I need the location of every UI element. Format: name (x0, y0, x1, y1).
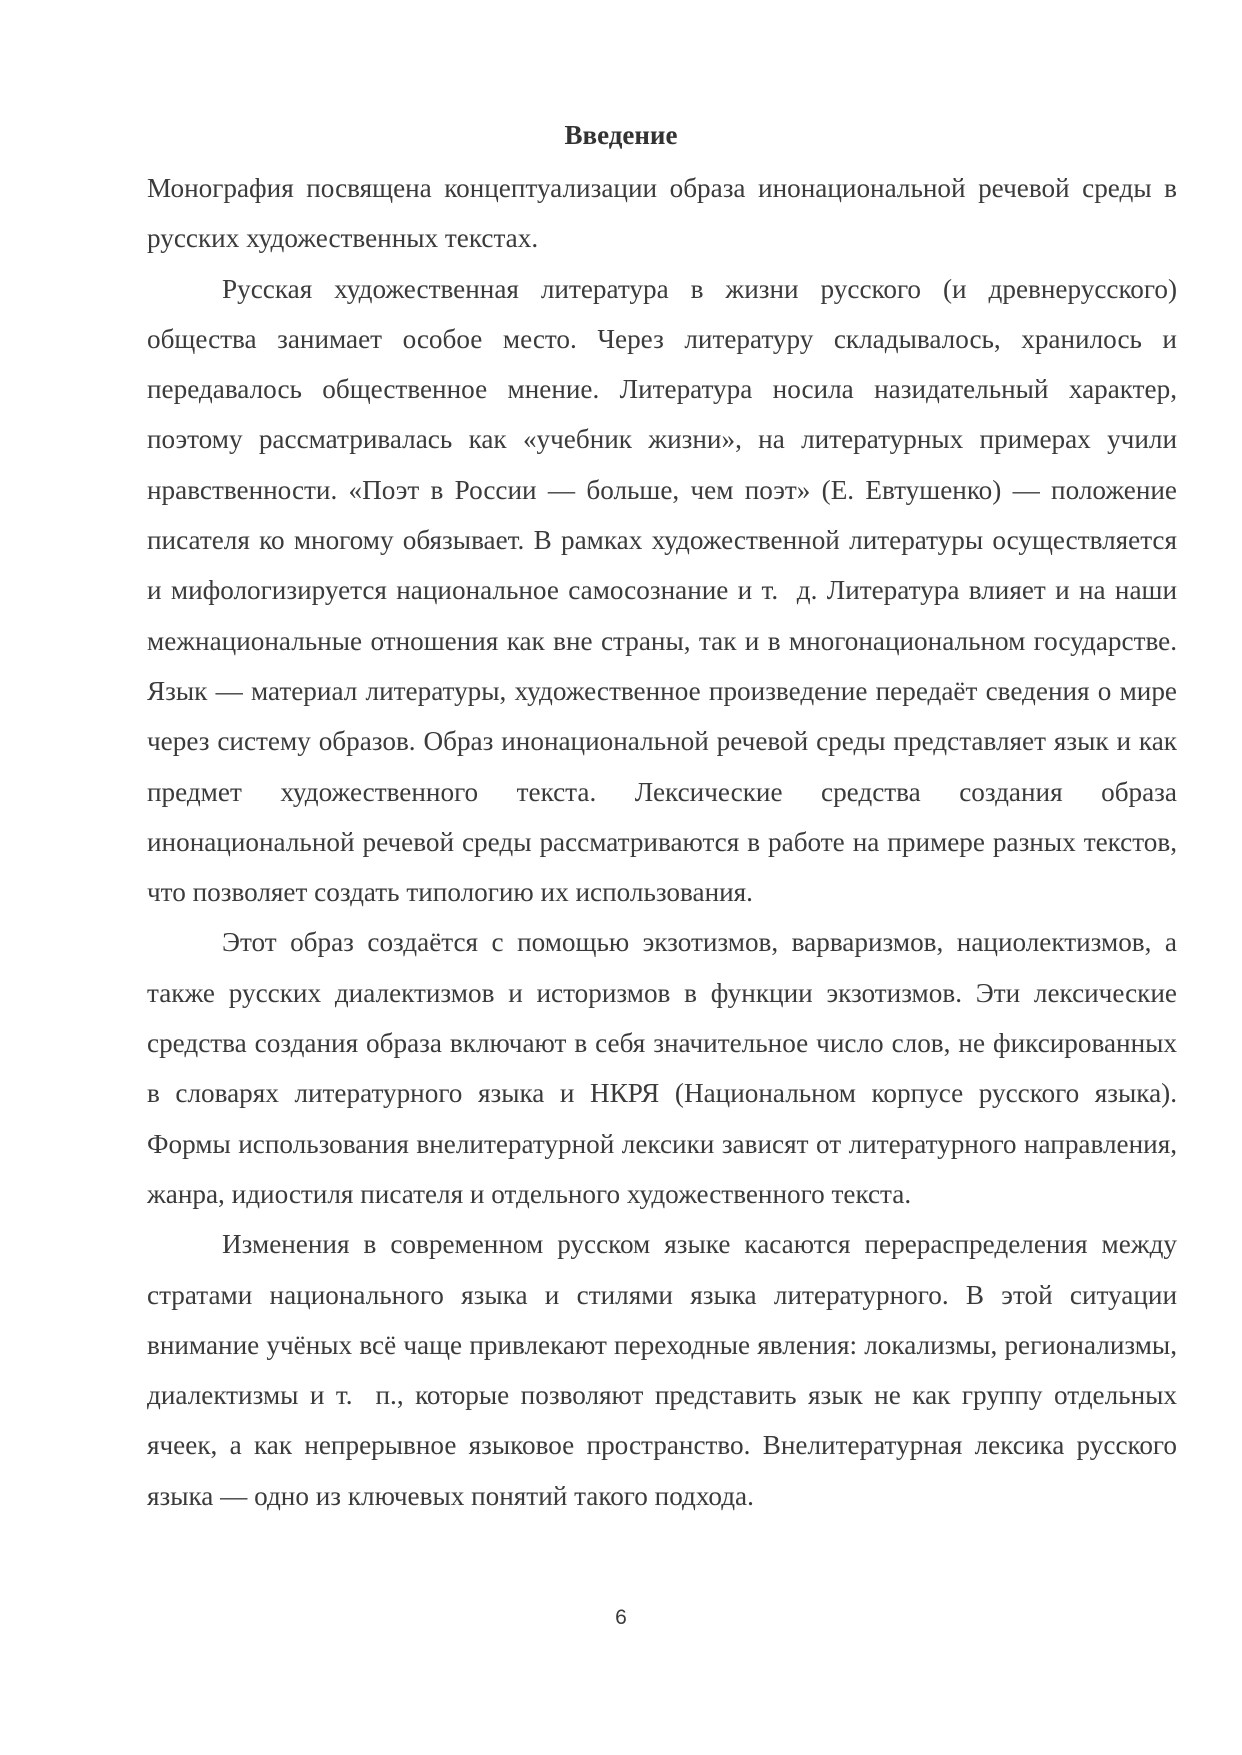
body-text (147, 163, 1177, 1521)
paragraph-lexical-means: Этот образ создаётся с помощью экзотизмов, варваризмов, нациолектизмов, а также русских диалектизмов и историзмов в функции экзотизмов. Эти лексические средства создания образа включают в себя значительное число слов, не фиксированных в словарях литературного языка и НКРЯ (Национальном корпусе русского языка). Формы использования внелитературной лексики зависят от литературного направления, жанра, идиостиля писателя и отдельного художественного текста. (147, 927, 1177, 1209)
paragraph-language-changes: Изменения в современном русском языке касаются перераспределения между стратами национального языка и стилями языка литературного. В этой ситуации внимание учёных всё чаще привлекают переходные явления: локализмы, регионализмы, диалектизмы и т. п., которые позволяют представить язык не как группу отдельных ячеек, а как непрерывное языковое пространство. Внелитературная лексика русского языка — одно из ключевых понятий такого подхода. (147, 1229, 1177, 1511)
section-heading: Введение (564, 120, 678, 150)
paragraph-literature-role: Русская художественная литература в жизни русского (и древнерусского) общества занимает особое место. Через литературу складывалось, хранилось и передавалось общественное мнение. Литература носила назидательный характер, поэтому рассматривалась как «учебник жизни», на литературных примерах учили нравственности. «Поэт в России — больше, чем поэт» (Е. Евтушенко) — положение писателя ко многому обязывает. В рамках художественной литературы осуществляется и мифологизируется национальное самосознание и т. д. Литература влияет и на наши межнациональные отношения как вне страны, так и в многонациональном государстве. Язык — материал литературы, художественное произведение передаёт сведения о мире через систему образов. Образ инонациональной речевой среды представляет язык и как предмет художественного текста. Лексические средства создания образа инонациональной речевой среды рассматриваются в работе на примере разных текстов, что позволяет создать типологию их использования. (147, 273, 1177, 908)
page-number: 6 (615, 1606, 627, 1629)
paragraph-intro: Монография посвящена концептуализации образа инонациональной речевой среды в русских художественных текстах. (147, 173, 1177, 254)
